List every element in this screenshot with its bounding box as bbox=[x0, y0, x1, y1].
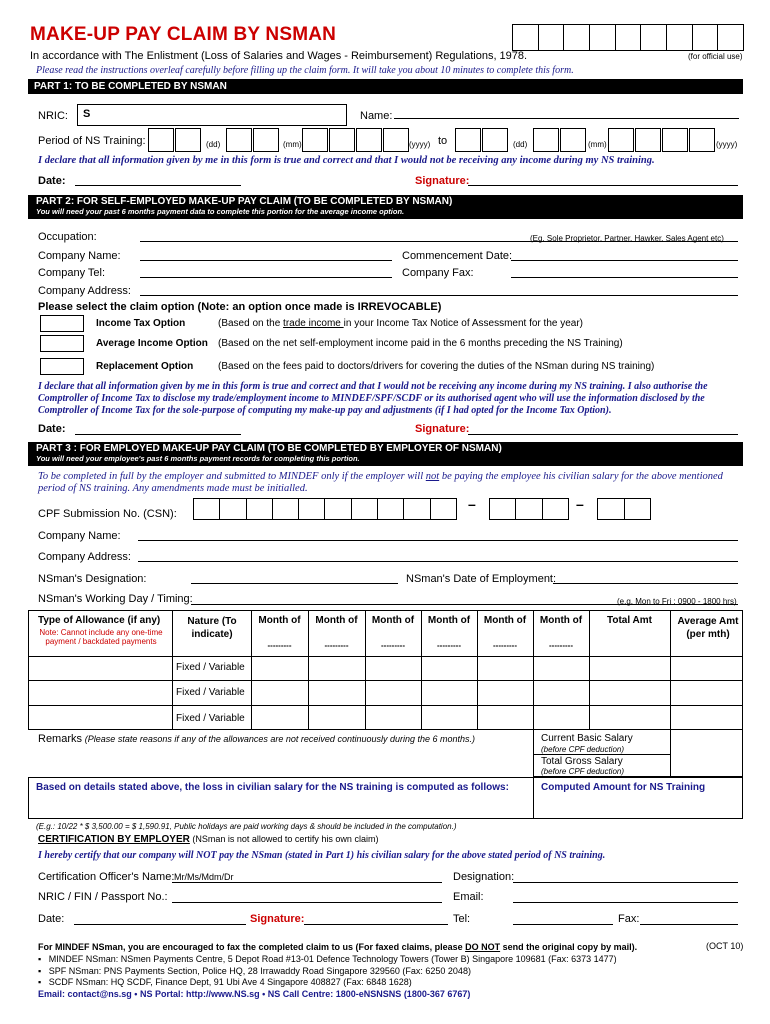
bullet-icon: ▪ bbox=[38, 954, 42, 964]
nric-prefix: S bbox=[83, 108, 91, 120]
end-yyyy-3[interactable] bbox=[662, 128, 688, 152]
remarks-label: Remarks (Please state reasons if any of the allowances are not received continuously during the 6 months.) bbox=[38, 733, 476, 745]
part2-date-field[interactable] bbox=[75, 434, 241, 435]
income-tax-option-checkbox[interactable] bbox=[40, 315, 84, 332]
officer-fax-field[interactable] bbox=[640, 924, 738, 925]
csn-group2[interactable] bbox=[489, 498, 569, 520]
officer-signature-label: Signature: bbox=[250, 913, 305, 925]
end-yyyy-label: (yyyy) bbox=[716, 140, 738, 149]
salary-divider bbox=[533, 754, 670, 755]
name-label: Name: bbox=[360, 110, 393, 122]
officer-email-field[interactable] bbox=[513, 902, 738, 903]
officer-email-label: Email: bbox=[453, 891, 484, 903]
start-yyyy-2[interactable] bbox=[329, 128, 355, 152]
row-1-fixed-variable[interactable]: Fixed / Variable bbox=[176, 662, 245, 673]
start-dd-2[interactable] bbox=[175, 128, 201, 152]
col-average-header: Average Amt (per mth) bbox=[677, 616, 739, 640]
start-yyyy-4[interactable] bbox=[383, 128, 409, 152]
start-dd-1[interactable] bbox=[148, 128, 174, 152]
csn-label: CPF Submission No. (CSN): bbox=[38, 508, 177, 520]
end-mm-2[interactable] bbox=[560, 128, 586, 152]
table-header-divider bbox=[28, 656, 743, 657]
officer-tel-label: Tel: bbox=[453, 913, 471, 925]
table-row-divider-2 bbox=[28, 705, 743, 706]
part2-bar bbox=[28, 195, 743, 219]
start-mm-label: (mm) bbox=[283, 140, 302, 149]
col-type-note: Note: Cannot include any one-time payment / backdated payments bbox=[39, 628, 163, 646]
p3-company-name-label: Company Name: bbox=[38, 530, 121, 542]
loss-label: Based on details stated above, the loss in civilian salary for the NS training is computed as follows: bbox=[36, 782, 509, 793]
current-basic-label: Current Basic Salary bbox=[541, 733, 633, 744]
bullet-icon: ▪ bbox=[38, 966, 42, 976]
nric-fin-field[interactable] bbox=[172, 902, 442, 903]
row-2-fixed-variable[interactable]: Fixed / Variable bbox=[176, 687, 245, 698]
occupation-hint: (Eg. Sole Proprietor, Partner, Hawker, Sales Agent etc) bbox=[530, 234, 724, 243]
part2-bar-sub: You will need your past 6 months payment data to complete this portion for the average income option. bbox=[36, 207, 405, 216]
col-month-6-header: Month of bbox=[539, 615, 583, 626]
part1-signature-field[interactable] bbox=[468, 185, 738, 186]
col-month-4-placeholder: --------- bbox=[437, 641, 461, 650]
designation-label: NSman's Designation: bbox=[38, 573, 147, 585]
officer-name-field[interactable] bbox=[172, 882, 442, 883]
p3-company-address-label: Company Address: bbox=[38, 551, 131, 563]
part1-signature-label: Signature: bbox=[415, 175, 470, 187]
p2-company-tel-label: Company Tel: bbox=[38, 267, 106, 279]
part1-declaration: I declare that all information given by me in this form is true and correct and that I would not be receiving any income during my NS training. bbox=[38, 155, 655, 166]
part2-signature-field[interactable] bbox=[468, 434, 738, 435]
part2-bar-title: PART 2: FOR SELF-EMPLOYED MAKE-UP PAY CLAIM (TO BE COMPLETED BY NSMAN) bbox=[36, 196, 453, 207]
p2-company-fax-label: Company Fax: bbox=[402, 267, 474, 279]
col-type-header: Type of Allowance (if any) bbox=[38, 615, 161, 626]
footer-address-1: ▪ MINDEF NSman: NSmen Payments Centre, 5 Depot Road #13-01 Defence Technology Towers (Tower B) Singapore 109681 (Fax: 6373 1477) bbox=[38, 954, 617, 964]
part1-date-field[interactable] bbox=[75, 185, 241, 186]
p2-company-address-label: Company Address: bbox=[38, 285, 131, 297]
replacement-option-checkbox[interactable] bbox=[40, 358, 84, 375]
nric-fin-label: NRIC / FIN / Passport No.: bbox=[38, 891, 168, 903]
working-day-hint: (e.g. Mon to Fri : 0900 - 1800 hrs) bbox=[617, 597, 737, 606]
part3-bar bbox=[28, 442, 743, 466]
to-label: to bbox=[438, 135, 448, 147]
computed-label: Computed Amount for NS Training bbox=[541, 782, 706, 793]
working-day-label: NSman's Working Day / Timing: bbox=[38, 593, 193, 605]
officer-prefix: Mr/Ms/Mdm/Dr bbox=[174, 872, 234, 882]
end-mm-1[interactable] bbox=[533, 128, 559, 152]
fax-note: For MINDEF NSman, you are encouraged to fax the completed claim to us (For faxed claims, please DO NOT send the original copy by mail). bbox=[38, 942, 638, 952]
period-label: Period of NS Training: bbox=[38, 135, 146, 147]
form-version: (OCT 10) bbox=[706, 941, 744, 951]
col-month-1-header: Month of bbox=[258, 615, 301, 626]
end-dd-2[interactable] bbox=[482, 128, 508, 152]
p3-company-name-field[interactable] bbox=[138, 540, 738, 541]
officer-fax-label: Fax: bbox=[618, 913, 640, 925]
col-month-4-header: Month of bbox=[427, 615, 471, 626]
income-tax-option-desc: (Based on the trade income in your Income Tax Notice of Assessment for the year) bbox=[218, 318, 584, 329]
table-col-divider bbox=[477, 610, 478, 730]
salary-col-divider bbox=[670, 730, 671, 777]
cert-declaration: I hereby certify that our company will NOT pay the NSman (stated in Part 1) his civilian salary for the above stated period of NS training. bbox=[38, 850, 606, 861]
official-use-label: (for official use) bbox=[688, 52, 743, 61]
end-dd-1[interactable] bbox=[455, 128, 481, 152]
officer-signature-field[interactable] bbox=[304, 924, 448, 925]
csn-dash-2: – bbox=[576, 496, 584, 512]
csn-group1[interactable] bbox=[193, 498, 457, 520]
total-gross-sub: (before CPF deduction) bbox=[541, 767, 625, 776]
part1-date-label: Date: bbox=[38, 175, 66, 187]
replacement-option-label: Replacement Option bbox=[96, 361, 194, 372]
table-col-divider bbox=[533, 610, 534, 730]
officer-date-label: Date: bbox=[38, 913, 65, 925]
total-gross-label: Total Gross Salary bbox=[541, 756, 623, 767]
row-3-fixed-variable[interactable]: Fixed / Variable bbox=[176, 713, 245, 724]
col-month-5-placeholder: --------- bbox=[493, 641, 517, 650]
start-yyyy-1[interactable] bbox=[302, 128, 328, 152]
form-subtitle: In accordance with The Enlistment (Loss of Salaries and Wages - Reimbursement) Regulations, 1978. bbox=[30, 50, 528, 62]
nric-input[interactable] bbox=[77, 104, 347, 126]
part2-signature-label: Signature: bbox=[415, 423, 470, 435]
officer-designation-field[interactable] bbox=[513, 882, 738, 883]
p2-company-address-field[interactable] bbox=[140, 295, 738, 296]
officer-designation-label: Designation: bbox=[453, 871, 515, 883]
computation-divider bbox=[533, 777, 534, 819]
start-mm-1[interactable] bbox=[226, 128, 252, 152]
col-month-1-placeholder: --------- bbox=[267, 641, 292, 650]
form-instruction: Please read the instructions overleaf carefully before filling up the claim form. It will take you about 10 minutes to complete this form. bbox=[36, 65, 574, 76]
nric-label: NRIC: bbox=[38, 110, 68, 122]
table-col-divider bbox=[308, 610, 309, 730]
form-title: MAKE-UP PAY CLAIM BY NSMAN bbox=[30, 24, 337, 45]
end-yyyy-2[interactable] bbox=[635, 128, 661, 152]
current-basic-sub: (before CPF deduction) bbox=[541, 745, 625, 754]
footer-address-2: ▪ SPF NSman: PNS Payments Section, Police HQ, 28 Irrawaddy Road Singapore 329560 (Fax: 6250 2048) bbox=[38, 966, 471, 976]
name-field[interactable] bbox=[394, 118, 739, 119]
table-col-divider bbox=[251, 610, 252, 730]
csn-group3[interactable] bbox=[597, 498, 651, 520]
table-col-divider bbox=[421, 610, 422, 730]
employment-date-field[interactable] bbox=[553, 583, 738, 584]
part3-bar-title: PART 3 : FOR EMPLOYED MAKE-UP PAY CLAIM (TO BE COMPLETED BY EMPLOYER OF NSMAN) bbox=[36, 443, 502, 454]
csn-dash-1: – bbox=[468, 496, 476, 512]
part2-declaration: I declare that all information given by me in this form is true and correct and that I would not be receiving any income during my NS training. I also authorise the Comptroller of Income Tax to disclose my trade/employment income to MINDEF/SPF/SCDF or its authorised agent who will use the information disclosed by the Comptroller of Income Tax for the sole-purpose of computing my make-up pay and adjustments (if I had opted for the Income Tax Option). bbox=[38, 381, 708, 416]
table-col-divider bbox=[589, 610, 590, 730]
employment-date-label: NSman's Date of Employment: bbox=[406, 573, 557, 585]
col-month-2-placeholder: --------- bbox=[324, 641, 349, 650]
bullet-icon: ▪ bbox=[38, 977, 42, 987]
designation-field[interactable] bbox=[191, 583, 398, 584]
table-col-divider bbox=[172, 610, 173, 730]
part3-intro: To be completed in full by the employer and submitted to MINDEF only if the employer will not be paying the employee his civilian salary for the above mentioned period of NS training. Any amendments made must be initialled. bbox=[38, 471, 723, 494]
col-month-3-placeholder: --------- bbox=[381, 641, 405, 650]
table-col-divider bbox=[365, 610, 366, 730]
footer-contact: Email: contact@ns.sg • NS Portal: http://www.NS.sg • NS Call Centre: 1800-eNSNSNS (1800-367 6767) bbox=[38, 989, 471, 999]
end-dd-label: (dd) bbox=[513, 140, 528, 149]
table-col-divider bbox=[670, 610, 671, 730]
col-month-2-header: Month of bbox=[315, 615, 358, 626]
part1-bar: PART 1: TO BE COMPLETED BY NSMAN bbox=[28, 79, 743, 94]
start-yyyy-3[interactable] bbox=[356, 128, 382, 152]
p2-company-tel-field[interactable] bbox=[140, 277, 392, 278]
end-mm-label: (mm) bbox=[588, 140, 607, 149]
start-yyyy-label: (yyyy) bbox=[409, 140, 431, 149]
p3-company-address-field[interactable] bbox=[138, 561, 738, 562]
commencement-label: Commencement Date: bbox=[402, 250, 513, 262]
official-use-boxes bbox=[512, 24, 744, 51]
table-row-divider-1 bbox=[28, 680, 743, 681]
col-month-6-placeholder: --------- bbox=[549, 641, 573, 650]
average-income-option-desc: (Based on the net self-employment income paid in the 6 months preceding the NS Training) bbox=[218, 338, 623, 349]
p2-company-fax-field[interactable] bbox=[511, 277, 738, 278]
average-income-option-label: Average Income Option bbox=[96, 338, 208, 349]
part3-bar-sub: You will need your employee's past 6 months payment records for completing this portion. bbox=[36, 454, 360, 463]
claim-option-heading: Please select the claim option (Note: an option once made is IRREVOCABLE) bbox=[38, 301, 442, 313]
officer-date-field[interactable] bbox=[74, 924, 246, 925]
cert-heading: CERTIFICATION BY EMPLOYER (NSman is not allowed to certify his own claim) bbox=[38, 834, 379, 845]
p2-company-name-label: Company Name: bbox=[38, 250, 121, 262]
col-total-header: Total Amt bbox=[607, 615, 652, 626]
end-yyyy-4[interactable] bbox=[689, 128, 715, 152]
col-month-3-header: Month of bbox=[371, 615, 415, 626]
part2-date-label: Date: bbox=[38, 423, 66, 435]
average-income-option-checkbox[interactable] bbox=[40, 335, 84, 352]
start-dd-label: (dd) bbox=[206, 140, 221, 149]
income-tax-option-label: Income Tax Option bbox=[96, 318, 186, 329]
col-month-5-header: Month of bbox=[483, 615, 527, 626]
computation-example: (E.g.: 10/22 * $ 3,500.00 = $ 1,590.91, Public holidays are paid working days & should be included in the computation.) bbox=[36, 822, 457, 831]
occupation-label: Occupation: bbox=[38, 231, 97, 243]
end-yyyy-1[interactable] bbox=[608, 128, 634, 152]
officer-tel-field[interactable] bbox=[513, 924, 613, 925]
footer-address-3: ▪ SCDF NSman: HQ SCDF, Finance Dept, 91 Ubi Ave 4 Singapore 408827 (Fax: 6848 1628) bbox=[38, 977, 412, 987]
col-nature-header: Nature (To indicate) bbox=[187, 616, 237, 640]
replacement-option-desc: (Based on the fees paid to doctors/drivers for covering the duties of the NSman during NS training) bbox=[218, 361, 655, 372]
start-mm-2[interactable] bbox=[253, 128, 279, 152]
officer-name-label: Certification Officer's Name: bbox=[38, 871, 175, 883]
p2-company-name-field[interactable] bbox=[140, 260, 392, 261]
commencement-field[interactable] bbox=[511, 260, 738, 261]
